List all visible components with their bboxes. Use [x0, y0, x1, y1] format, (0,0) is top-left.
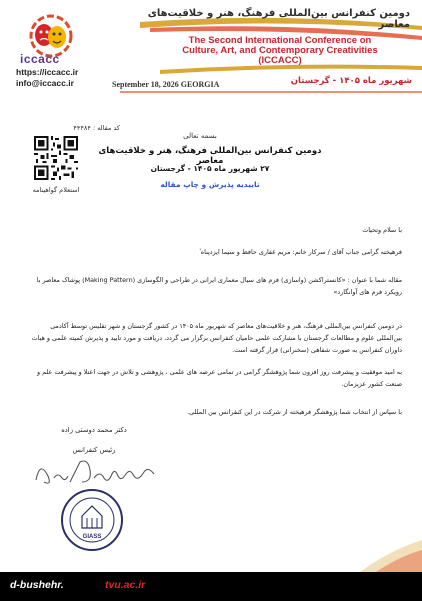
acceptance-paragraph: در دومین کنفرانس بین‌المللی فرهنگ، هنر و خلاقیت‌های معاصر که شهریور ماه ۱۴۰۵ در کشور گرجستان و شهر تفلیس توسط آکادمی بین‌المللی علوم و مطالعات گرجستان با مشارکت علمی حامیان کنفرانس برگزار می گردد، دریافت و مورد تایید و پذیرش کمیته علمی و هیات داوران کنفرانس به صورت شفاهی (سخنرانی) قرار گرفته است. [31, 322, 402, 354]
handwritten-signature [30, 456, 170, 492]
addressee: فرهیخته گرامی جناب آقای / سرکار خانم: مریم غفاری حافظ و سیما ایزدپناه ٔ [198, 248, 402, 256]
letter-subject: تاییدیه پذیرش و چاپ مقاله [160, 180, 260, 189]
logo-wordmark: iccacc [20, 52, 60, 66]
page-corner-decoration [360, 540, 422, 572]
letterhead [0, 0, 422, 96]
qr-code-icon[interactable] [34, 136, 78, 180]
bismillah-heading: بسمه تعالی [183, 132, 217, 140]
title-en-line-3: (ICCACC) [258, 55, 302, 66]
signatory-name: دکتر محمد دوستی زاده [61, 426, 127, 434]
thanks-paragraph: با سپاس از انتخاب شما پژوهشگر فرهیخته از شرکت در این کنفرانس بین المللی. [187, 408, 402, 416]
website-link[interactable]: https://iccacc.ir [16, 67, 79, 77]
title-en-line-2: Culture, Art, and Contemporary Creativities [182, 45, 378, 56]
svg-text:GIASS: GIASS [82, 534, 102, 540]
conference-date-english: September 18, 2026 GEORGIA [112, 80, 220, 89]
article-code: کد مقاله : ۴۴۴۸۴ [73, 124, 120, 132]
conference-title-persian: دومین کنفرانس بین‌المللی فرهنگ، هنر و خلاقیت‌های معاصر [147, 8, 410, 30]
conference-date-persian: شهریور ماه ۱۴۰۵ - گرجستان [290, 76, 412, 86]
conference-title-english [150, 36, 410, 66]
email-link[interactable]: info@iccacc.ir [16, 78, 74, 88]
signatory-role: رئیس کنفرانس [72, 446, 116, 454]
article-title-paragraph: مقاله شما با عنوان : «کانستراکشن (واسازی) فرم های سیال معماری ایرانی در طراحی و الگوسازی (Making Pattern) پوشاک معاصر با رویکرد فرم های آوانگارد» [36, 276, 402, 296]
greeting: با سلام وتحیات [362, 226, 402, 234]
wishes-paragraph: به امید موفقیت و پیشرفت روز افزون شما پژوهشگر گرامی در تمامی عرصه های علمی ، پژوهشی و تلاش در جهت اعتلا و پیشرفت علم و صنعت کشور عزیزمان. [37, 368, 402, 388]
title-en-line-1: The Second International Conference on [188, 35, 372, 46]
certificate-inquiry-label: استعلام گواهینامه [32, 186, 80, 194]
conference-title: دومین کنفرانس بین‌المللی فرهنگ، هنر و خلاقیت‌های معاصر [98, 146, 322, 166]
footer-site-accent[interactable]: tvu.ac.ir [105, 579, 146, 591]
footer-site-main[interactable]: d-bushehr. [6, 575, 146, 595]
conference-seal-icon [60, 488, 124, 552]
conference-date: ۲۷ شهریور ماه ۱۴۰۵ - گرجستان [150, 164, 270, 173]
